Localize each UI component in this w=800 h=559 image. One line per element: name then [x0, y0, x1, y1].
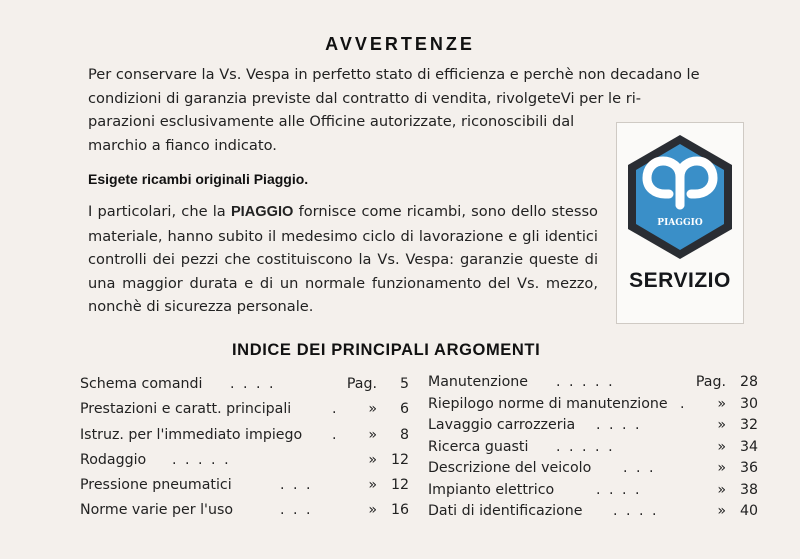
- index-entry-ref: »: [717, 460, 726, 476]
- index-entry-ref: »: [717, 395, 726, 412]
- spare-parts-text-start: I particolari, che la: [88, 203, 226, 220]
- index-entry-leader: . . . . .: [556, 438, 615, 455]
- warning-paragraph-line2: parazioni esclusivamente alle Officine autorizzate, riconoscibili dal marchio a fianco indicato.: [88, 113, 575, 154]
- index-entry-ref: »: [368, 401, 377, 418]
- index-entry-leader: .: [680, 395, 687, 412]
- index-entry: [80, 498, 409, 523]
- index-entry-page: 28: [739, 374, 758, 390]
- index-entry-label: Dati di identificazione: [428, 503, 583, 519]
- index-entry: [428, 501, 758, 523]
- index-entry: [80, 372, 409, 397]
- index-entry-page: 34: [739, 438, 758, 455]
- page-title: AVVERTENZE: [325, 34, 475, 54]
- spare-parts-text-end: fornisce come ricambi, sono dello stesso materiale, hanno subito il medesimo ciclo di lavorazione e gli identici controlli dei pezzi che costituiscono la Vs. Vespa: garanzie queste di una maggior durata e di un normale funzionamento del Vs. mezzo, nonchè di sicurezza personale.: [88, 203, 598, 315]
- index-entry-label: Schema comandi: [80, 376, 203, 392]
- index-entry-label: Pressione pneumatici: [80, 477, 232, 494]
- index-entry-ref: »: [368, 451, 377, 468]
- index-entry-label: Prestazioni e caratt. principali: [80, 401, 292, 418]
- index-entry-label: Lavaggio carrozzeria: [428, 417, 576, 433]
- index-entry-page: 38: [739, 481, 758, 498]
- index-entry-ref: »: [368, 502, 377, 519]
- index-entry: [80, 397, 409, 422]
- index-entry-leader: . . . .: [613, 503, 659, 519]
- index-entry: [428, 394, 758, 416]
- index-entry-page: 6: [399, 401, 409, 418]
- index-entry-label: Descrizione del veicolo: [428, 460, 592, 476]
- index-entry-page: 32: [739, 417, 758, 433]
- index-entry: [428, 458, 758, 480]
- index-entry-ref: »: [717, 503, 726, 519]
- index-entry-label: Manutenzione: [428, 374, 528, 390]
- index-entry-page: 8: [399, 426, 409, 443]
- index-list-right: [428, 372, 758, 523]
- index-list-left: [80, 372, 409, 524]
- index-entry-label: Riepilogo norme di manutenzione: [428, 395, 668, 412]
- index-entry: [80, 448, 409, 473]
- index-entry-label: Rodaggio: [80, 451, 147, 468]
- index-entry-leader: . . .: [280, 502, 313, 519]
- index-entry-page: 36: [739, 460, 758, 476]
- brand-name: PIAGGIO: [230, 204, 294, 220]
- service-label: SERVIZIO: [629, 269, 731, 292]
- piaggio-hexagon-logo-icon: [625, 133, 735, 261]
- service-logo-box: [616, 122, 744, 324]
- index-entry-ref: Pag.: [346, 376, 377, 392]
- index-entry: [80, 473, 409, 498]
- index-entry: [428, 415, 758, 437]
- index-entry: [428, 480, 758, 502]
- index-entry-page: 30: [739, 395, 758, 412]
- index-entry-leader: . . .: [280, 477, 313, 494]
- index-entry-label: Impianto elettrico: [428, 481, 555, 498]
- index-entry-leader: . . . .: [596, 417, 642, 433]
- index-entry-leader: . . . . .: [556, 374, 615, 390]
- index-entry-ref: »: [368, 477, 377, 494]
- index-entry-leader: . . . .: [596, 481, 642, 498]
- index-entry: [428, 437, 758, 459]
- index-entry: [428, 372, 758, 394]
- index-entry-ref: Pag.: [695, 374, 726, 390]
- index-entry-page: 5: [399, 376, 409, 392]
- index-entry-leader: .: [332, 426, 339, 443]
- index-entry-page: 12: [390, 477, 409, 494]
- index-entry-leader: .: [332, 401, 339, 418]
- index-entry-label: Norme varie per l'uso: [80, 502, 234, 519]
- index-entry-leader: . . . . .: [172, 451, 231, 468]
- index-entry-page: 12: [390, 451, 409, 468]
- index-entry-leader: . . .: [623, 460, 656, 476]
- index-title: INDICE DEI PRINCIPALI ARGOMENTI: [232, 341, 541, 359]
- index-entry-ref: »: [717, 438, 726, 455]
- index-entry-ref: »: [368, 426, 377, 443]
- index-entry: [80, 423, 409, 448]
- warning-paragraph-line1: Per conservare la Vs. Vespa in perfetto stato di efficienza e perchè non decadano le condizioni di garanzia previste dal contratto di vendita, rivolgeteVi per le ri-: [88, 66, 700, 107]
- index-entry-leader: . . . .: [230, 376, 276, 392]
- logo-brand-text: PIAGGIO: [657, 218, 703, 228]
- index-entry-ref: »: [717, 481, 726, 498]
- spare-parts-notice: Esigete ricambi originali Piaggio.: [88, 171, 309, 187]
- spare-parts-paragraph: [88, 200, 598, 319]
- index-entry-label: Ricerca guasti: [428, 438, 529, 455]
- index-entry-page: 16: [390, 502, 409, 519]
- index-entry-ref: »: [717, 417, 726, 433]
- index-entry-label: Istruz. per l'immediato impiego: [80, 426, 303, 443]
- index-entry-page: 40: [739, 503, 758, 519]
